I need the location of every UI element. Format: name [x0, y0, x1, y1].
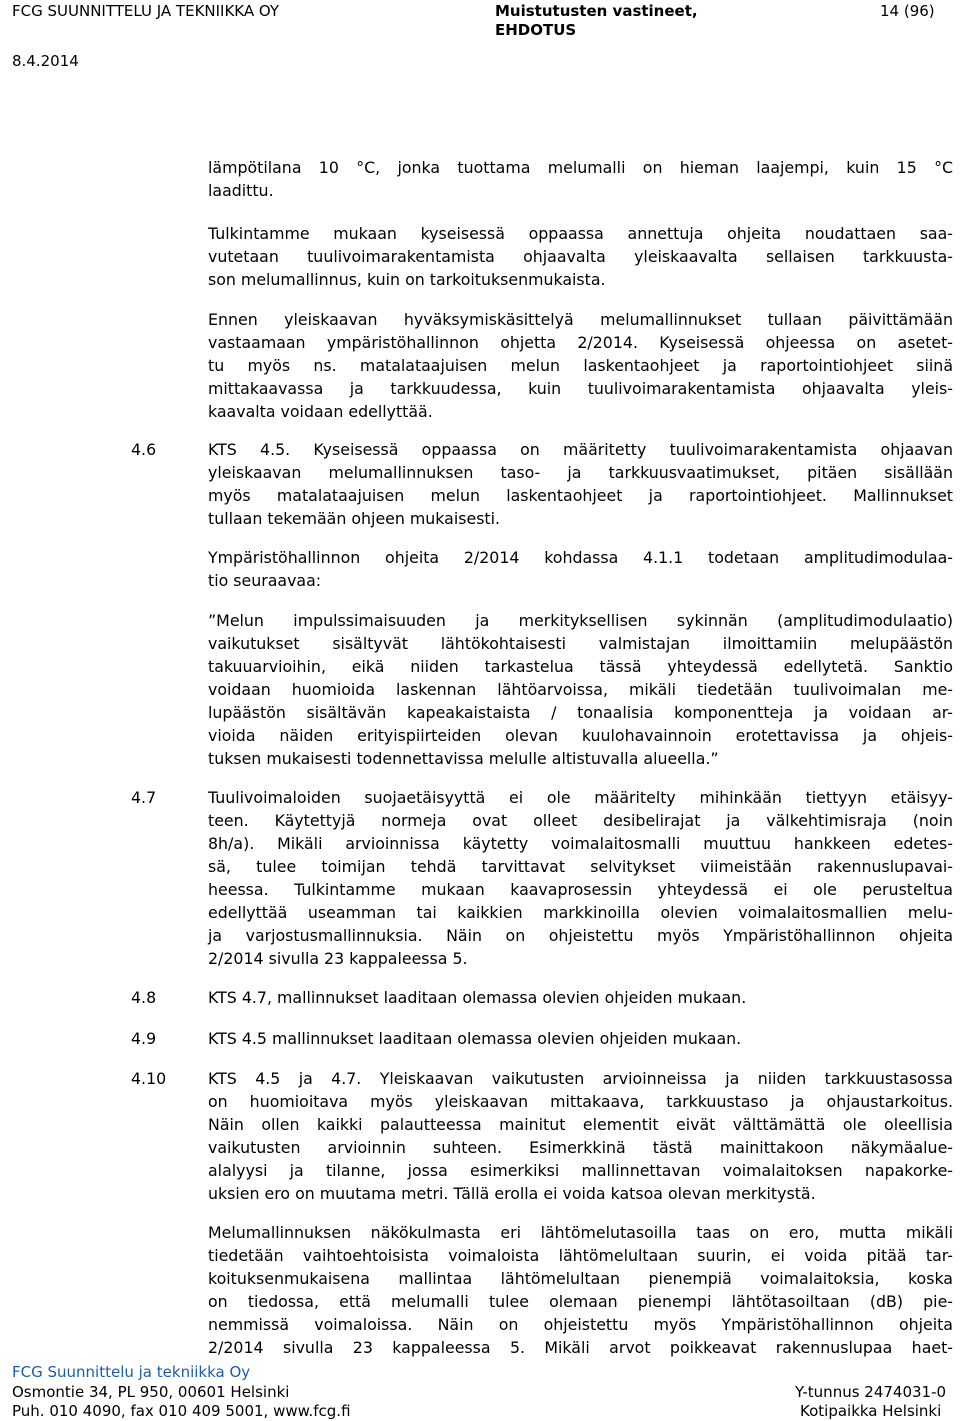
text-line: tullaan tekemään ohjeen mukaisesti. — [208, 509, 501, 528]
quote-line: lupäästön sisältävän kapeakaistaista / tonaalisia komponentteja ja voidaan ar- — [208, 703, 953, 722]
header-title-line1: Muistutusten vastineet, — [495, 2, 698, 20]
text-line: tu myös ns. matalataajuisen melun laskentaohjeet ja raportointiohjeet siinä — [208, 356, 953, 375]
text-line: vastaamaan ympäristöhallinnon ohjetta 2/2014. Kyseisessä ohjeessa on asetet- — [208, 333, 953, 352]
section-number: 4.9 — [131, 1029, 157, 1048]
text-line: tiedetään vaihtoehtoisista voimaloista lähtömelultaan suurin, ei voida pitää tar- — [208, 1246, 953, 1265]
quote-line: ”Melun impulssimaisuuden ja merkityksellisen sykinnän (amplitudimodulaatio) — [208, 611, 953, 630]
text-line: vutetaan tuulivoimarakentamista ohjaavalta yleiskaavalta sellaisen tarkkuusta- — [208, 247, 953, 266]
text-line: 2/2014 sivulla 23 kappaleessa 5. Mikäli arvot poikkeavat rakennuslupaa haet- — [208, 1338, 953, 1357]
text-line: Ennen yleiskaavan hyväksymiskäsittelyä melumallinnukset tullaan päivittämään — [208, 310, 953, 329]
text-line: alalyysi ja tilanne, jossa esimerkiksi mallinnettavan voimalaitoksen napakorke- — [208, 1161, 953, 1180]
footer-company: FCG Suunnittelu ja tekniikka Oy — [12, 1363, 251, 1381]
text-line: KTS 4.5 mallinnukset laaditaan olemassa olevien ohjeiden mukaan. — [208, 1029, 742, 1048]
text-line: Ympäristöhallinnon ohjeita 2/2014 kohdassa 4.1.1 todetaan amplitudimodulaa- — [208, 548, 953, 567]
header-document-title — [495, 2, 698, 40]
quote-line: voidaan huomioida laskennan lähtöarvoissa, mikäli tiedetään tuulivoimalan me- — [208, 680, 953, 699]
text-line: lämpötilana 10 °C, jonka tuottama melumalli on hieman laajempi, kuin 15 °C — [208, 158, 953, 177]
section-number: 4.6 — [131, 440, 157, 459]
text-line: Tulkintamme mukaan kyseisessä oppaassa annettuja ohjeita noudattaen saa- — [208, 224, 953, 243]
text-line: myös matalataajuisen melun laskentaohjeet ja raportointiohjeet. Mallinnukset — [208, 486, 953, 505]
header-title-line2: EHDOTUS — [495, 21, 577, 39]
text-line: koituksenmukaisena mallintaa lähtömelultaan pienempiä voimalaitoksia, koska — [208, 1269, 953, 1288]
text-line: ja varjostusmallinnuksia. Näin on ohjeistettu myös Ympäristöhallinnon ohjeita — [208, 926, 953, 945]
text-line: KTS 4.5 ja 4.7. Yleiskaavan vaikutusten arvioinneissa ja niiden tarkkuustasossa — [208, 1069, 953, 1088]
quote-line: takuuarvioihin, eikä niiden tarkastelua tässä yhteydessä edellytetä. Sanktio — [208, 657, 953, 676]
quote-line: vaikutukset sisältyvät lähtökohtaisesti valmistajan ilmoittamiin melupäästön — [208, 634, 953, 653]
text-line: on huomioitava myös yleiskaavan mittakaava, tarkkuustaso ja ohjaustarkoitus. — [208, 1092, 953, 1111]
text-line: 8h/a). Mikäli arvioinnissa käytetty voimalaitosmalli muuttuu hankkeen edetes- — [208, 834, 953, 853]
text-line: vaikutusten arvioinnin suhteen. Esimerkkinä tästä mainittakoon näkymäalue- — [208, 1138, 953, 1157]
text-line: on tiedossa, että melumalli tulee olemaan pienempi lähtötasoiltaan (dB) pie- — [208, 1292, 953, 1311]
section-number: 4.7 — [131, 788, 157, 807]
text-line: laadittu. — [208, 181, 274, 200]
text-line: sä, tulee toimijan tehdä tarvittavat selvitykset viimeistään rakennuslupavai- — [208, 857, 953, 876]
text-line: Näin ollen kaikki palautteessa mainitut elementit eivät välttämättä ole oleellisia — [208, 1115, 953, 1134]
header-page-number: 14 (96) — [880, 2, 935, 20]
text-line: tio seuraavaa: — [208, 571, 322, 590]
text-line: kaavalta voidaan edellyttää. — [208, 402, 433, 421]
footer-address: Osmontie 34, PL 950, 00601 Helsinki — [12, 1383, 290, 1401]
text-line: 2/2014 sivulla 23 kappaleessa 5. — [208, 949, 468, 968]
header-company: FCG SUUNNITTELU JA TEKNIIKKA OY — [12, 2, 280, 20]
text-line: Melumallinnuksen näkökulmasta eri lähtömelutasoilla taas on ero, mutta mikäli — [208, 1223, 953, 1242]
text-line: mittakaavassa ja tarkkuudessa, kuin tuulivoimarakentamista ohjaavalta yleis- — [208, 379, 953, 398]
text-line: son melumallinnus, kuin on tarkoituksenmukaista. — [208, 270, 606, 289]
footer-business-id: Y-tunnus 2474031-0 — [795, 1383, 947, 1401]
section-number: 4.8 — [131, 988, 157, 1007]
section-number: 4.10 — [131, 1069, 167, 1088]
text-line: yleiskaavan melumallinnuksen taso- ja tarkkuusvaatimukset, pitäen sisällään — [208, 463, 953, 482]
text-line: edellyttää useamman tai kaikkien markkinoilla olevien voimalaitosmallien melu- — [208, 903, 953, 922]
text-line: teen. Käytettyjä normeja ovat olleet desibelirajat ja välkehtimisraja (noin — [208, 811, 953, 830]
quote-line: vioida näiden erityispiirteiden olevan kuulohavainnoin erotettavissa ja ohjeis- — [208, 726, 953, 745]
header-date: 8.4.2014 — [12, 52, 79, 70]
quote-line: tuksen mukaisesti todennettavissa melulle altistuvalla alueella.” — [208, 749, 719, 768]
footer-contact: Puh. 010 4090, fax 010 409 5001, www.fcg.fi — [12, 1402, 351, 1420]
text-line: heessa. Tulkintamme mukaan kaavaprosessin yhteydessä ei ole perusteltua — [208, 880, 953, 899]
text-line: KTS 4.5. Kyseisessä oppaassa on määritetty tuulivoimarakentamista ohjaavan — [208, 440, 953, 459]
text-line: nemmissä voimaloissa. Näin on ohjeistettu myös Ympäristöhallinnon ohjeita — [208, 1315, 953, 1334]
text-line: KTS 4.7, mallinnukset laaditaan olemassa olevien ohjeiden mukaan. — [208, 988, 747, 1007]
text-line: uksien ero on muutama metri. Tällä erolla ei voida katsoa olevan merkitystä. — [208, 1184, 816, 1203]
footer-domicile: Kotipaikka Helsinki — [800, 1402, 942, 1420]
text-line: Tuulivoimaloiden suojaetäisyyttä ei ole määritelty mihinkään tiettyyn etäisyy- — [208, 788, 953, 807]
